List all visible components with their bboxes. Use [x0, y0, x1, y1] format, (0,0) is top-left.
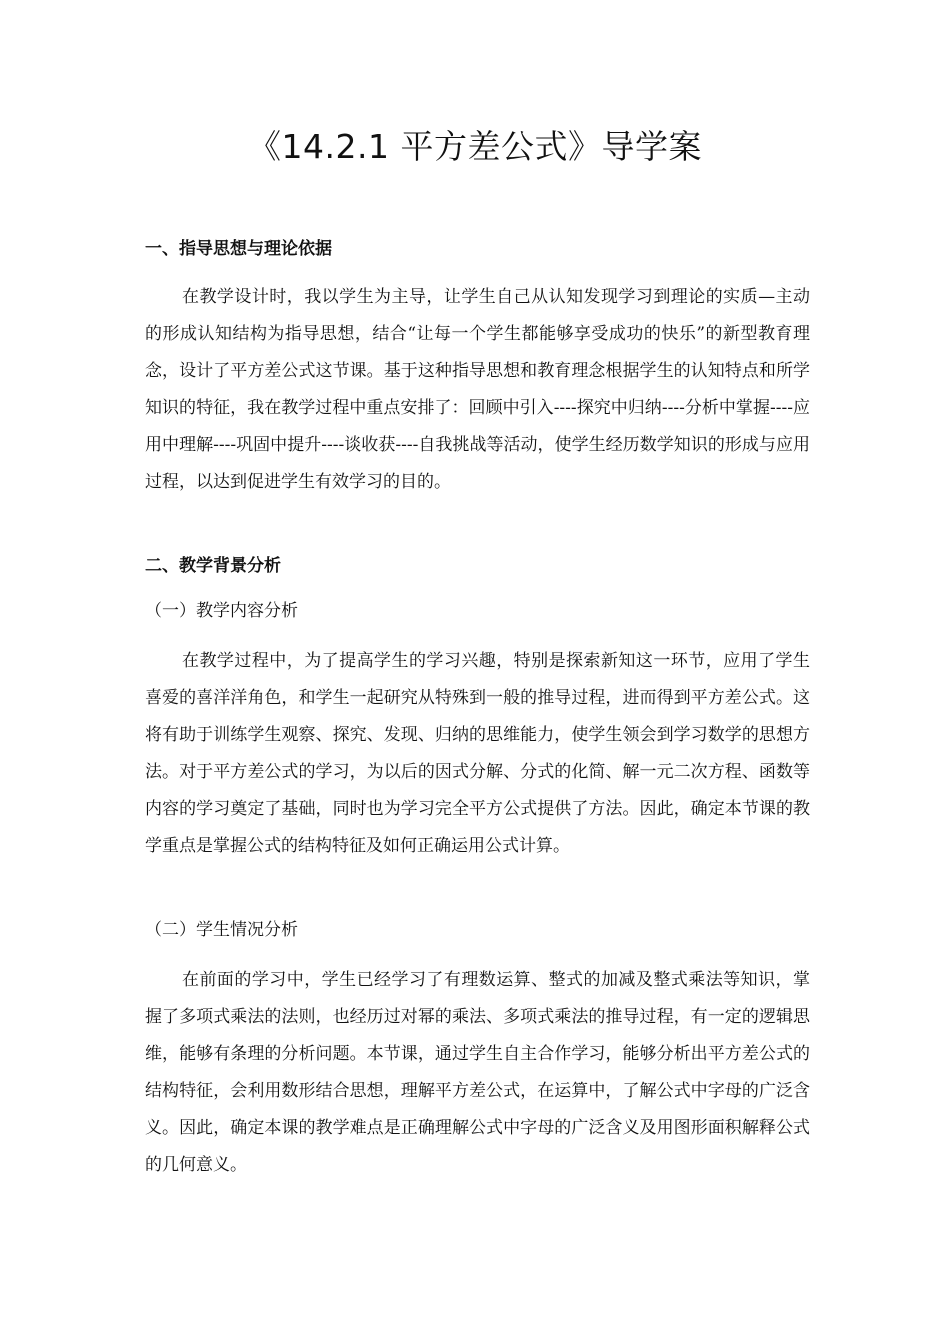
section-heading-teaching-background: 二、教学背景分析: [145, 556, 281, 576]
document-title: 《14.2.1 平方差公式》导学案: [248, 127, 702, 166]
subsection-heading-student-analysis: （二）学生情况分析: [145, 920, 298, 940]
subsection-heading-content-analysis: （一）教学内容分析: [145, 601, 298, 621]
paragraph-student-analysis: 在前面的学习中，学生已经学习了有理数运算、整式的加减及整式乘法等知识，掌握了多项式乘法的法则，也经历过对幂的乘法、多项式乘法的推导过程，有一定的逻辑思维，能够有条理的分析问题。本节课，通过学生自主合作学习，能够分析出平方差公式的结构特征，会利用数形结合思想，理解平方差公式，在运算中，了解公式中字母的广泛含义。因此，确定本课的教学难点是正确理解公式中字母的广泛含义及用图形面积解释公式的几何意义。: [145, 970, 810, 1175]
section-heading-guiding-ideology: 一、指导思想与理论依据: [145, 239, 332, 259]
paragraph-content-analysis: 在教学过程中，为了提高学生的学习兴趣，特别是探索新知这一环节，应用了学生喜爱的喜洋洋角色，和学生一起研究从特殊到一般的推导过程，进而得到平方差公式。这将有助于训练学生观察、探究、发现、归纳的思维能力，使学生领会到学习数学的思想方法。对于平方差公式的学习，为以后的因式分解、分式的化简、解一元二次方程、函数等内容的学习奠定了基础，同时也为学习完全平方公式提供了方法。因此，确定本节课的教学重点是掌握公式的结构特征及如何正确运用公式计算。: [145, 651, 810, 856]
paragraph-guiding-ideology: 在教学设计时，我以学生为主导，让学生自己从认知发现学习到理论的实质—主动的形成认知结构为指导思想，结合“让每一个学生都能够享受成功的快乐”的新型教育理念，设计了平方差公式这节课。基于这种指导思想和教育理念根据学生的认知特点和所学知识的特征，我在教学过程中重点安排了：回顾中引入----探究中归纳----分析中掌握----应用中理解----巩固中提升----谈收获----自我挑战等活动，使学生经历数学知识的形成与应用过程，以达到促进学生有效学习的目的。: [145, 287, 810, 492]
